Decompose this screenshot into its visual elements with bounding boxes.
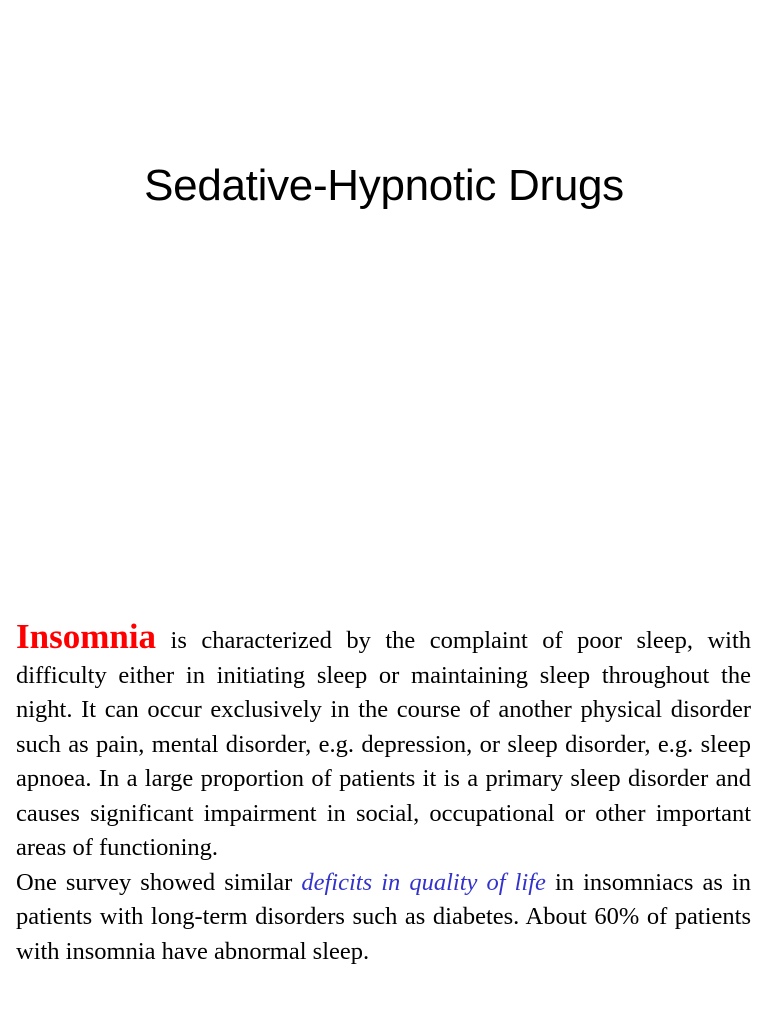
paragraph1-text: is characterized by the complaint of poor sleep, with difficulty either in initiating sleep or maintaining sleep throughout the night. It can occur exclusively in the course of another physical disorder such as pain, mental disorder, e.g. depression, or sleep disorder, e.g. sleep apnoea. In a large proportion of patients it is a primary sleep disorder and causes significant impairment in social, occupational or other important areas of functioning. [16, 627, 751, 861]
slide-title: Sedative-Hypnotic Drugs [144, 161, 624, 210]
emphasis-quality-of-life: deficits in quality of life [301, 868, 546, 896]
paragraph2-after: in insomniacs as in patients with long-term disorders such as diabetes. About 60% of patients with insomnia have abnormal sleep. [16, 868, 751, 965]
paragraph2-before: One survey showed similar [16, 868, 302, 896]
body-text-block [16, 617, 751, 969]
term-insomnia: Insomnia [16, 617, 157, 656]
paragraph-survey [16, 866, 751, 970]
paragraph-insomnia-definition [16, 617, 751, 866]
